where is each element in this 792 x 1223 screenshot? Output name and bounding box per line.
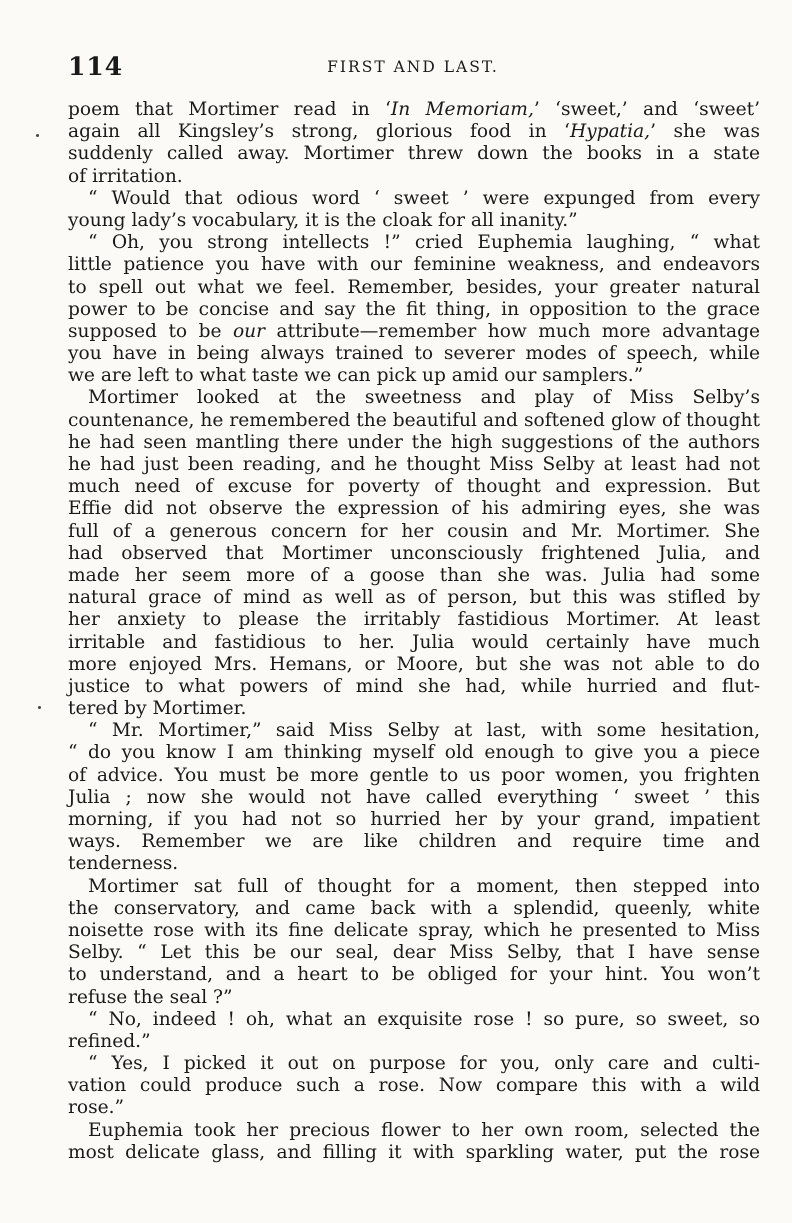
page-header (68, 52, 758, 86)
text-segment: natural grace of mind as well as of person, but this was stifled by (68, 587, 760, 609)
text-line (68, 232, 760, 254)
text-segment: you have in being always trained to severer modes of speech, while (68, 343, 760, 365)
text-segment: made her seem more of a goose than she was. Julia had some (68, 564, 760, 586)
text-line (68, 454, 760, 476)
text-line (68, 254, 760, 276)
text-segment: young lady’s vocabulary, it is the cloak for all inanity.” (68, 209, 578, 231)
text-line (68, 1097, 760, 1119)
text-segment: Julia ; now she would not have called everything ‘ sweet ’ this (68, 786, 760, 808)
text-line (68, 565, 760, 587)
text-line (68, 1075, 760, 1097)
text-line (68, 898, 760, 920)
text-segment: her anxiety to please the irritably fastidious Mortimer. At least (68, 609, 760, 631)
text-segment: he had just been reading, and he thought Miss Selby at least had not (68, 454, 760, 475)
text-segment: “ Would that odious word ‘ sweet ’ were expunged from every (88, 187, 760, 209)
text-segment: tenderness. (68, 853, 179, 875)
text-line (68, 521, 760, 543)
text-segment: ’ she was (650, 121, 761, 143)
text-line (68, 543, 760, 565)
text-line (68, 188, 760, 210)
text-segment: “ Yes, I picked it out on purpose for you, only care and culti- (88, 1053, 760, 1075)
text-segment: suddenly called away. Mortimer threw down the books in a state (68, 143, 760, 165)
text-line (68, 942, 760, 964)
text-line (68, 787, 760, 809)
text-line (68, 210, 760, 232)
text-segment: morning, if you had not so hurried her by your grand, impatient (68, 809, 760, 830)
italic-text: In Memoriam, (390, 99, 534, 120)
text-line (68, 742, 760, 764)
text-segment: ways. Remember we are like children and require time and (68, 831, 760, 853)
text-line (68, 1120, 760, 1142)
text-line (68, 765, 760, 787)
text-segment: rose.” (68, 1097, 125, 1119)
italic-text: our (232, 320, 266, 342)
text-line (68, 1053, 760, 1075)
text-segment: Selby. “ Let this be our seal, dear Miss Selby, that I have sense (68, 942, 760, 964)
text-line (68, 410, 760, 432)
text-segment: “ No, indeed ! oh, what an exquisite rose ! so pure, so sweet, so (88, 1008, 760, 1030)
text-line (68, 166, 760, 188)
text-segment: to spell out what we feel. Remember, besides, your greater natural (68, 276, 760, 298)
text-line (68, 920, 760, 942)
text-line (68, 365, 760, 387)
text-segment: the conservatory, and came back with a splendid, queenly, white (68, 897, 760, 919)
text-line (68, 587, 760, 609)
text-line (68, 432, 760, 454)
text-line (68, 99, 760, 121)
text-segment: “ Mr. Mortimer,” said Miss Selby at last, with some hesitation, (88, 720, 760, 742)
text-segment: attribute—remember how much more advantage (265, 320, 760, 342)
text-segment: noisette rose with its fine delicate spray, which he presented to Miss (68, 919, 760, 941)
text-line (68, 387, 760, 409)
text-line (68, 987, 760, 1009)
text-line (68, 876, 760, 898)
running-head: FIRST AND LAST. (327, 58, 499, 76)
text-line (68, 632, 760, 654)
italic-text: Hypatia, (569, 121, 651, 143)
text-segment: power to be concise and say the fit thing, in opposition to the grace (68, 298, 760, 320)
text-line (68, 1031, 760, 1053)
text-segment: he had seen mantling there under the high suggestions of the authors (68, 431, 760, 453)
text-line (68, 321, 760, 343)
text-segment: we are left to what taste we can pick up amid our samplers.” (68, 365, 644, 387)
text-segment: more enjoyed Mrs. Hemans, or Moore, but she was not able to do (68, 653, 760, 675)
text-line (68, 121, 760, 143)
text-segment: countenance, he remembered the beautiful and softened glow of thought (68, 409, 760, 431)
text-segment: refuse the seal ?” (68, 986, 233, 1008)
text-segment: of advice. You must be more gentle to us poor women, you frighten (68, 764, 760, 786)
text-segment: full of a generous concern for her cousin and Mr. Mortimer. She (68, 520, 760, 542)
text-segment: had observed that Mortimer unconsciously frightened Julia, and (68, 542, 760, 564)
text-segment: ’ ‘sweet,’ and ‘sweet’ (533, 99, 760, 120)
text-segment: tered by Mortimer. (68, 698, 247, 720)
text-segment: much need of excuse for poverty of thought and expression. But (68, 476, 760, 498)
text-segment: vation could produce such a rose. Now compare this with a wild (68, 1075, 760, 1097)
text-line (68, 299, 760, 321)
text-segment: poem that Mortimer read in ‘ (68, 99, 391, 120)
text-line (68, 498, 760, 520)
text-line (68, 964, 760, 986)
text-line (68, 676, 760, 698)
text-line (68, 809, 760, 831)
body-text (68, 99, 760, 1164)
text-segment: little patience you have with our feminine weakness, and endeavors (68, 254, 760, 276)
text-line (68, 1142, 760, 1164)
text-segment: Mortimer sat full of thought for a moment, then stepped into (88, 875, 760, 897)
text-segment: Effie did not observe the expression of his admiring eyes, she was (68, 498, 760, 520)
text-segment: supposed to be (68, 320, 233, 342)
text-line (68, 853, 760, 875)
text-line (68, 609, 760, 631)
text-segment: of irritation. (68, 165, 183, 187)
text-line (68, 720, 760, 742)
text-line (68, 343, 760, 365)
margin-speck (38, 706, 41, 709)
text-segment: refined.” (68, 1030, 151, 1052)
text-line (68, 476, 760, 498)
text-segment: Mortimer looked at the sweetness and play of Miss Selby’s (88, 387, 760, 409)
text-line (68, 143, 760, 165)
text-line (68, 277, 760, 299)
text-segment: again all Kingsley’s strong, glorious food in ‘ (68, 121, 570, 143)
text-segment: to understand, and a heart to be obliged for your hint. You won’t (68, 964, 760, 986)
text-line (68, 654, 760, 676)
text-line (68, 698, 760, 720)
text-segment: “ do you know I am thinking myself old enough to give you a piece (68, 742, 760, 764)
text-segment: most delicate glass, and filling it with sparkling water, put the rose (68, 1141, 760, 1163)
text-segment: “ Oh, you strong intellects !” cried Euphemia laughing, “ what (88, 232, 760, 254)
text-segment: justice to what powers of mind she had, while hurried and flut- (68, 675, 760, 697)
text-line (68, 1009, 760, 1031)
text-segment: Euphemia took her precious flower to her own room, selected the (88, 1119, 760, 1141)
text-segment: irritable and fastidious to her. Julia would certainly have much (68, 631, 760, 653)
text-line (68, 831, 760, 853)
margin-speck (36, 134, 39, 137)
page-number: 114 (68, 52, 124, 81)
